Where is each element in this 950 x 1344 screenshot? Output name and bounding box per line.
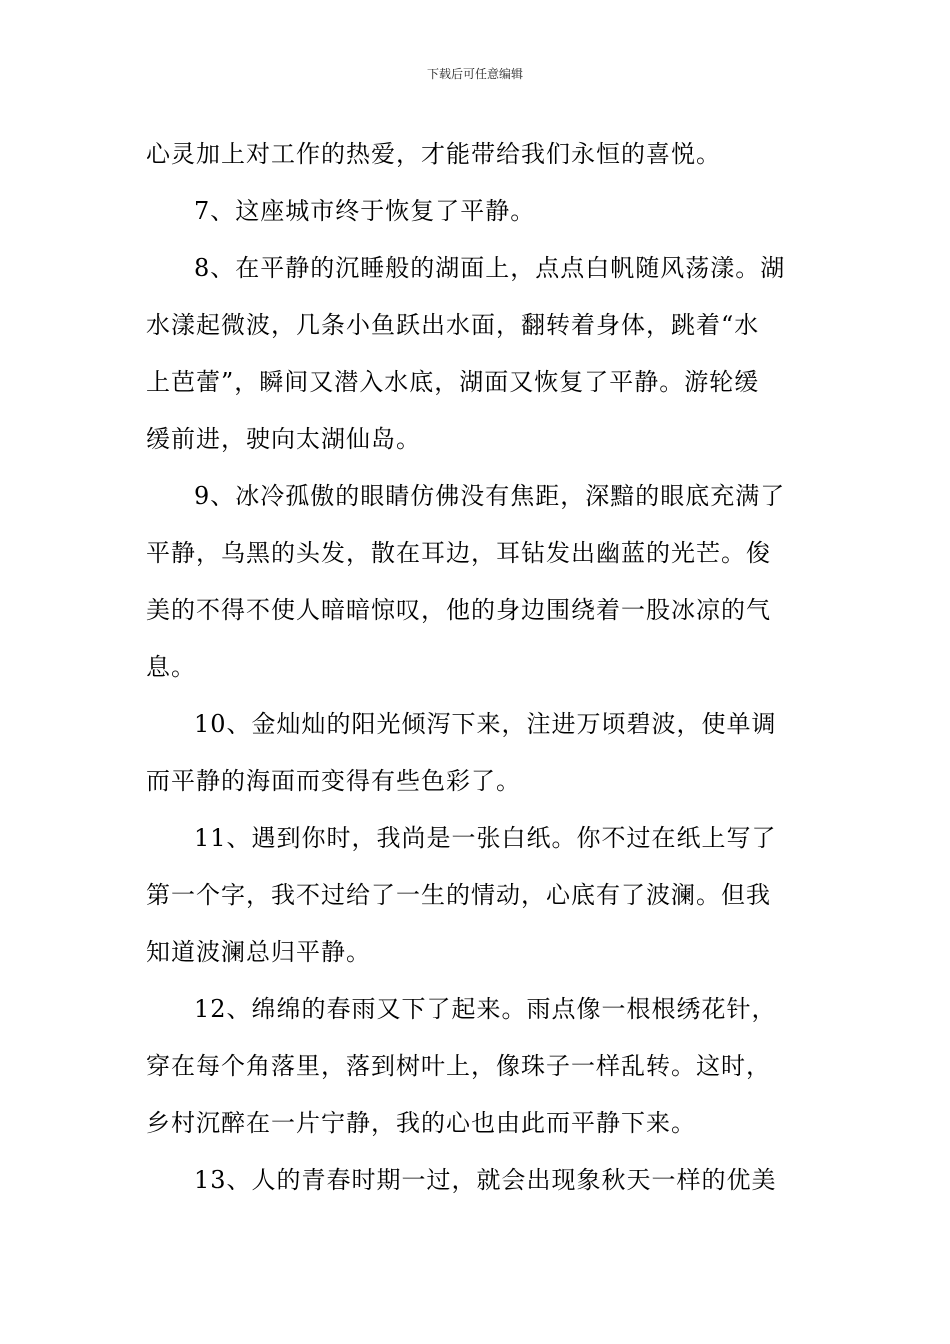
paragraph-11-line: 11、遇到你时，我尚是一张白纸。你不过在纸上写了 bbox=[194, 824, 777, 852]
text-line: 心灵加上对工作的热爱，才能带给我们永恒的喜悦。 bbox=[146, 140, 721, 168]
text-line: 缓前进，驶向太湖仙岛。 bbox=[146, 425, 421, 453]
paragraph-10-line: 10、金灿灿的阳光倾泻下来，注进万顷碧波，使单调 bbox=[194, 710, 777, 738]
text-line: 知道波澜总归平静。 bbox=[146, 938, 371, 966]
paragraph-8-line: 8、在平静的沉睡般的湖面上，点点白帆随风荡漾。湖 bbox=[194, 254, 786, 282]
text-line: 水漾起微波，几条小鱼跃出水面，翻转着身体，跳着“水 bbox=[146, 311, 760, 339]
paragraph-12-line: 12、绵绵的春雨又下了起来。雨点像一根根绣花针， bbox=[194, 995, 777, 1023]
paragraph-13-line: 13、人的青春时期一过，就会出现象秋天一样的优美 bbox=[194, 1166, 777, 1194]
text-line: 上芭蕾”，瞬间又潜入水底，湖面又恢复了平静。游轮缓 bbox=[146, 368, 760, 396]
document-body bbox=[146, 126, 806, 1209]
text-line: 而平静的海面而变得有些色彩了。 bbox=[146, 767, 521, 795]
paragraph-7: 7、这座城市终于恢复了平静。 bbox=[194, 197, 536, 225]
page-header: 下载后可任意编辑 bbox=[426, 67, 523, 81]
text-line: 美的不得不使人暗暗惊叹，他的身边围绕着一股冰凉的气 bbox=[146, 596, 771, 624]
text-line: 息。 bbox=[146, 653, 196, 681]
text-line: 第一个字，我不过给了一生的情动，心底有了波澜。但我 bbox=[146, 881, 771, 909]
text-line: 乡村沉醉在一片宁静，我的心也由此而平静下来。 bbox=[146, 1109, 696, 1137]
text-line: 平静，乌黑的头发，散在耳边，耳钻发出幽蓝的光芒。俊 bbox=[146, 539, 771, 567]
paragraph-9-line: 9、冰冷孤傲的眼睛仿佛没有焦距，深黯的眼底充满了 bbox=[194, 482, 786, 510]
text-line: 穿在每个角落里，落到树叶上，像珠子一样乱转。这时， bbox=[146, 1052, 771, 1080]
